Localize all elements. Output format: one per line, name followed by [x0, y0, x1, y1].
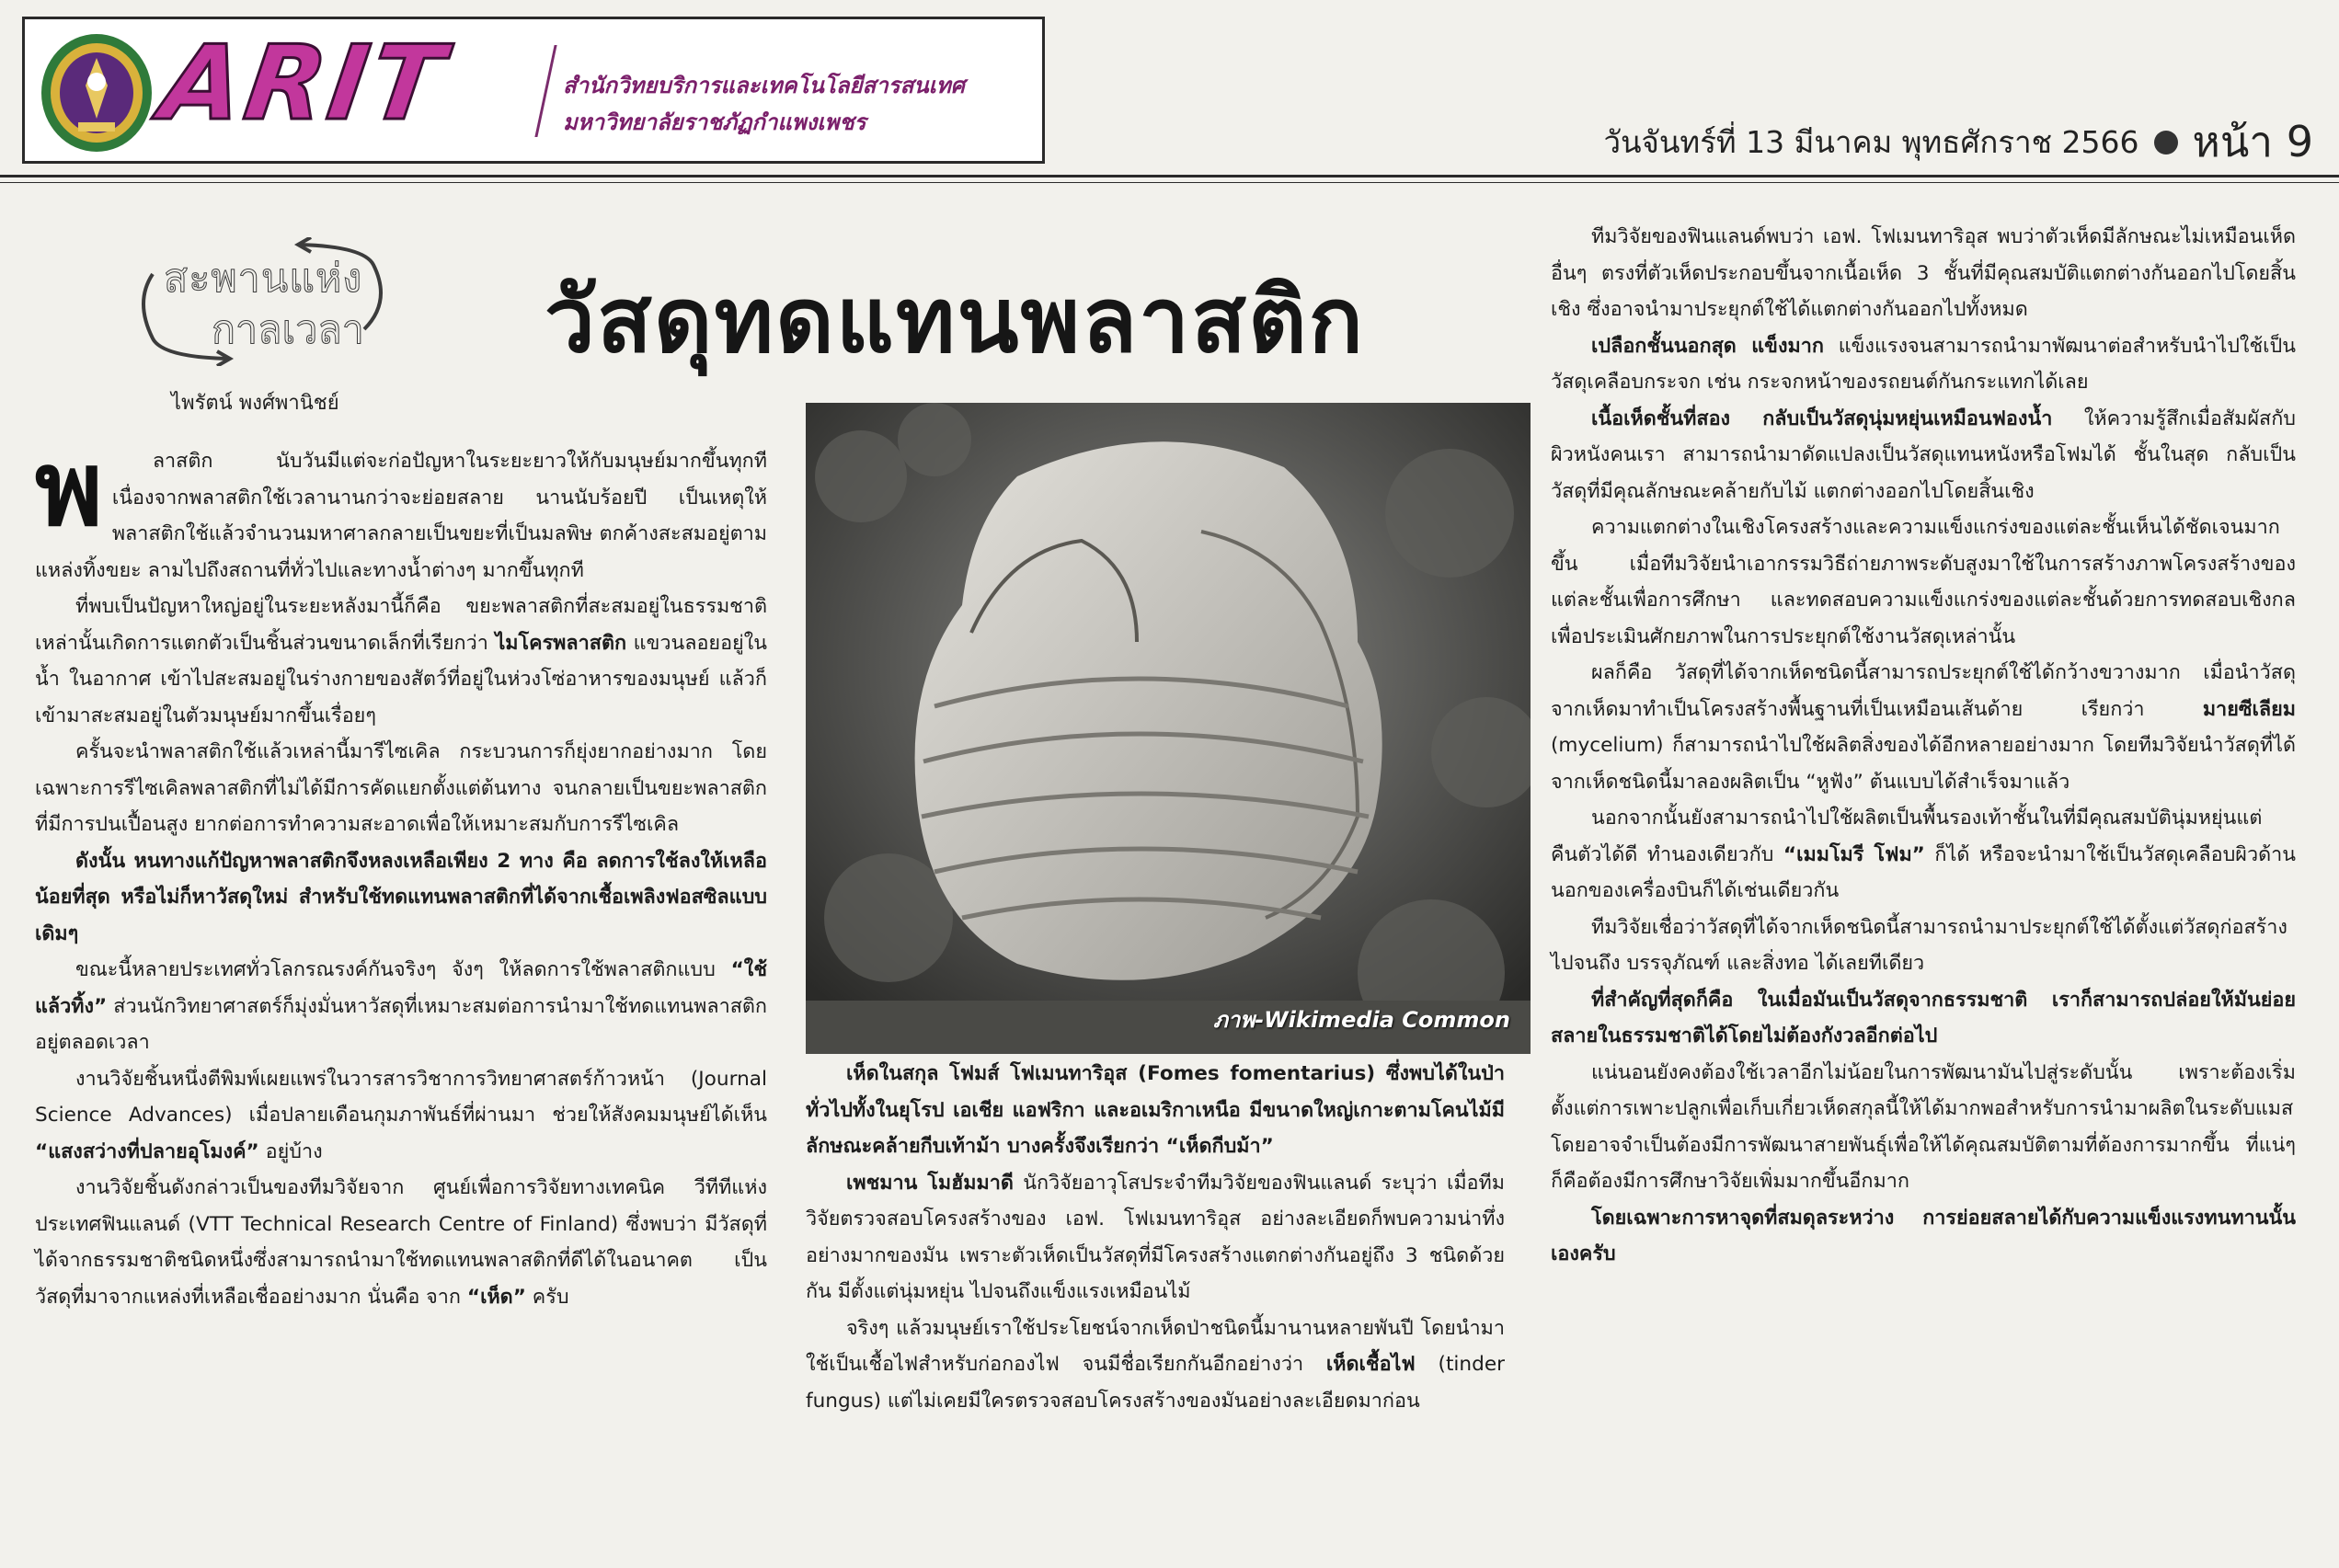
paragraph-text: ลาสติก นับวันมีแต่จะก่อปัญหาในระยะยาวให้กับมนุษย์มากขึ้นทุกทีเนื่องจากพลาสติกใช้เวลานานกว่าจะย่อยสลาย นานนับร้อยปี เป็นเหตุให้พลาสติกใช้แล้วจำนวนมหาศาลกลายเป็นขยะที่เป็นมลพิษ ตกค้างสะสมอยู่ตามแหล่งทิ้งขยะ ลามไปถึงสถานที่ทั่วไปและทางน้ำต่างๆ มากขึ้นทุกที [35, 450, 767, 582]
paragraph-text: นอกจากนั้นยังสามารถนำไปใช้ผลิตเป็นพื้นรองเท้าชั้นในที่มีคุณสมบัตินุ่มหยุ่นแต่คืนตัวได้ดี ทำนองเดียวกับ [1551, 807, 2263, 866]
bold-text: ดังนั้น หนทางแก้ปัญหาพลาสติกจึงหลงเหลือเพียง 2 ทาง คือ ลดการใช้ลงให้เหลือน้อยที่สุด หรือไม่ก็หาวัสดุใหม่ สำหรับใช้ทดแทนพลาสติกที่ได้จากเชื้อเพลิงฟอสซิลแบบเดิมๆ [35, 849, 767, 945]
photo-credit: ภาพ-Wikimedia Common [1213, 1007, 1510, 1033]
article-paragraph [35, 589, 767, 734]
bold-text: เห็ดเชื้อไฟ [1325, 1353, 1416, 1376]
bold-text: “เห็ด” [466, 1285, 526, 1309]
column-kicker [116, 237, 416, 366]
kicker-line2 [212, 298, 364, 361]
article-paragraph [35, 1170, 767, 1315]
paragraph-text: งานวิจัยชิ้นหนึ่งตีพิมพ์เผยแพร่ในวารสารวิชาการวิทยาศาสตร์ก้าวหน้า (Journal Science Advances) เมื่อปลายเดือนกุมภาพันธ์ที่ผ่านมา ช่วยให้สังคมมนุษย์ได้เห็น [35, 1067, 767, 1127]
paragraph-text: งานวิจัยชิ้นดังกล่าวเป็นของทีมวิจัยจาก ศูนย์เพื่อการวิจัยทางเทคนิค วีทีทีแห่งประเทศฟินแลนด์ (VTT Technical Research Centre of Finland) ซึ่งพบว่า มีวัสดุที่ได้จากธรรมชาติชนิดหนึ่งซึ่งสามารถนำมาใช้ทดแทนพลาสติกที่ดีได้ในอนาคต เป็นวัสดุที่มาจากแหล่งที่เหลือเชื่ออย่างมาก นั่นคือ จาก [35, 1176, 767, 1309]
university-seal-icon [34, 30, 159, 155]
article-paragraph [1551, 655, 2296, 800]
bold-text: “แสงสว่างที่ปลายอุโมงค์” [35, 1139, 259, 1163]
article-paragraph [806, 1165, 1505, 1310]
top-rule-thin [0, 182, 2339, 183]
left-text-column [35, 429, 767, 1315]
bold-text: ไมโครพลาสติก [495, 631, 627, 655]
dateline [1603, 109, 2313, 176]
article-paragraph [35, 952, 767, 1061]
bold-text: “ใช้แล้วทิ้ง” [35, 958, 767, 1018]
article-paragraph [35, 843, 767, 953]
paragraph-text: แขวนลอยอยู่ในน้ำ ในอากาศ เข้าไปสะสมอยู่ในร่างกายของสัตว์ที่อยู่ในห่วงโซ่อาหารของมนุษย์ แล้วก็เข้ามาสะสมอยู่ในตัวมนุษย์มากขึ้นเรื่อยๆ [35, 631, 767, 727]
bold-text: โดยเฉพาะการหาจุดที่สมดุลระหว่าง การย่อยสลายได้กับความแข็งแรงทนทานนั้นเองครับ [1551, 1206, 2296, 1265]
article-paragraph [1551, 219, 2296, 328]
article-paragraph [1551, 910, 2296, 982]
paragraph-text: ครั้นจะนำพลาสติกใช้แล้วเหล่านี้มารีไซเคิล กระบวนการก็ยุ่งยากอย่างมาก โดยเฉพาะการรีไซเคิลพลาสติกที่ไม่ได้มีการคัดแยกตั้งแต่ต้นทาง จนกลายเป็นขยะพลาสติกที่มีการปนเปื้อนสูง ยากต่อการทำความสะอาดเพื่อให้เหมาะสมกับการรีไซเคิล [35, 740, 767, 836]
article-paragraph [35, 1061, 767, 1171]
kicker-word-wela: เวลา [281, 307, 364, 353]
article-paragraph [35, 734, 767, 843]
article-paragraph [1551, 1200, 2296, 1273]
paragraph-text: แน่นอนยังคงต้องใช้เวลาอีกไม่น้อยในการพัฒนามันไปสู่ระดับนั้น เพราะต้องเริ่มตั้งแต่การเพาะปลูกเพื่อเก็บเกี่ยวเห็ดสกุลนี้ให้ได้มากพอสำหรับการนำมาผลิตในระดับแมส โดยอาจจำเป็นต้องมีการพัฒนาสายพันธุ์เพื่อให้ได้คุณสมบัติตามที่ต้องการมากขึ้น ที่แน่ๆ ก็คือต้องมีการศึกษาวิจัยเพิ่มมากขึ้นอีกมาก [1551, 1060, 2296, 1193]
kicker-word-kan: กาล [212, 307, 282, 353]
arit-wordmark: ARIT [154, 24, 454, 143]
bold-text: ที่สำคัญที่สุดก็คือ ในเมื่อมันเป็นวัสดุจากธรรมชาติ เราก็สามารถปล่อยให้มันย่อยสลายในธรรมชาติได้โดยไม่ต้องกังวลอีกต่อไป [1551, 988, 2296, 1047]
paragraph-text: นักวิจัยอาวุโสประจำทีมวิจัยของฟินแลนด์ ระบุว่า เมื่อทีมวิจัยตรวจสอบโครงสร้างของ เอฟ. โฟเมนทาริอุส อย่างละเอียดก็พบความน่าทึ่งอย่างมากของมัน เพราะตัวเห็ดเป็นวัสดุที่มีโครงสร้างแตกต่างกันอยู่ถึง 3 ชนิดด้วยกัน มีตั้งแต่นุ่มหยุ่น ไปจนถึงแข็งแรงเหมือนไม้ [806, 1171, 1505, 1303]
bullet-icon [2154, 131, 2178, 155]
byline: ไพรัตน์ พงศ์พานิชย์ [171, 392, 339, 415]
paragraph-text: ขณะนี้หลายประเทศทั่วโลกรณรงค์กันจริงๆ จังๆ ให้ลดการใช้พลาสติกแบบ [75, 958, 731, 981]
right-text-column [1551, 219, 2296, 1273]
article-paragraph [35, 429, 767, 589]
article-paragraph [1551, 1055, 2296, 1200]
hoof-fungus-image [806, 403, 1531, 1054]
article-paragraph [806, 1310, 1505, 1420]
article-paragraph [1551, 401, 2296, 510]
paragraph-text: จริงๆ แล้วมนุษย์เราใช้ประโยชน์จากเห็ดป่าชนิดนี้มานานหลายพันปี โดยนำมาใช้เป็นเชื้อไฟสำหรับก่อกองไฟ จนมีชื่อเรียกกันอีกอย่างว่า [806, 1316, 1505, 1376]
middle-text-column [806, 1056, 1505, 1419]
paragraph-text: แข็งแรงจนสามารถนำมาพัฒนาต่อสำหรับนำไปใช้เป็นวัสดุเคลือบกระจก เช่น กระจกหน้าของรถยนต์กันกระแทกได้เลย [1551, 334, 2296, 394]
paragraph-text: ครับ [525, 1285, 569, 1309]
page-number: หน้า 9 [2192, 117, 2313, 166]
bold-text: เพชมาน โมฮัมมาดี [846, 1171, 1014, 1195]
org-name-line2: มหาวิทยาลัยราชภัฏกำแพงเพชร [563, 109, 866, 135]
paragraph-text: ความแตกต่างในเชิงโครงสร้างและความแข็งแกร่งของแต่ละชั้นเห็นได้ชัดเจนมากขึ้น เมื่อทีมวิจัยนำเอากรรมวิธีถ่ายภาพระดับสูงมาใช้ในการสร้างภาพโครงสร้างของแต่ละชั้นเพื่อการศึกษา และทดสอบความแข็งแกร่งของแต่ละชั้นด้วยการทดสอบเชิงกล เพื่อประเมินศักยภาพในการประยุกต์ใช้งานวัสดุเหล่านั้น [1551, 516, 2296, 648]
article-paragraph [1551, 509, 2296, 655]
paragraph-text: ส่วนนักวิทยาศาสตร์ก็มุ่งมั่นหาวัสดุที่เหมาะสมต่อการนำมาใช้ทดแทนพลาสติกอยู่ตลอดเวลา [35, 994, 767, 1054]
fungus-photo [806, 403, 1531, 1054]
paragraph-text: ให้ความรู้สึกเมื่อสัมผัสกับผิวหนังคนเรา สามารถนำมาดัดแปลงเป็นวัสดุแทนหนังหรือโฟมได้ ชั้นในสุด กลับเป็นวัสดุที่มีคุณลักษณะคล้ายกับไม้ แตกต่างออกไปโดยสิ้นเชิง [1551, 406, 2296, 503]
kicker-line1: สะพานแห่ง [164, 256, 363, 302]
org-name-line1: สำนักวิทยบริการและเทคโนโลยีสารสนเทศ [563, 73, 965, 98]
article-paragraph [806, 1056, 1505, 1165]
bold-text: เปลือกชั้นนอกสุด แข็งมาก [1591, 334, 1824, 358]
paragraph-text: อยู่บ้าง [258, 1139, 323, 1163]
paragraph-text: ก็ได้ หรือจะนำมาใช้เป็นวัสดุเคลือบผิวด้านนอกของเครื่องบินก็ได้เช่นเดียวกัน [1551, 842, 2296, 902]
paragraph-text: (tinder fungus) แต่ไม่เคยมีใครตรวจสอบโครงสร้างของมันอย่างละเอียดมาก่อน [806, 1353, 1505, 1413]
bold-text: เห็ดในสกุล โฟมส์ โฟเมนทาริอุส (Fomes fomentarius) ซึ่งพบได้ในป่าทั่วไปทั้งในยุโรป เอเชีย แอฟริกา และอเมริกาเหนือ มีขนาดใหญ่เกาะตามโคนไม้มีลักษณะคล้ายกีบเท้าม้า บางครั้งจึงเรียกว่า “เห็ดกีบม้า” [806, 1062, 1505, 1158]
bold-text: เนื้อเห็ดชั้นที่สอง กลับเป็นวัสดุนุ่มหยุ่นเหมือนฟองน้ำ [1591, 406, 2053, 430]
paragraph-text: (mycelium) ก็สามารถนำไปใช้ผลิตสิ่งของได้อีกหลายอย่างมาก โดยทีมวิจัยนำวัสดุที่ได้จากเห็ดชนิดนี้มาลองผลิตเป็น “หูฟัง” ต้นแบบได้สำเร็จมาแล้ว [1551, 734, 2296, 794]
masthead-banner [22, 17, 1045, 164]
bold-text: มายซีเลียม [2202, 697, 2296, 721]
article-paragraph [1551, 328, 2296, 401]
article-paragraph [1551, 800, 2296, 910]
bold-text: “เมมโมรี โฟม” [1783, 842, 1925, 866]
wordmark-divider [534, 45, 556, 137]
drop-cap: พ [35, 429, 103, 549]
issue-date: วันจันทร์ที่ 13 มีนาคม พุทธศักราช 2566 [1603, 124, 2139, 160]
paragraph-text: ผลก็คือ วัสดุที่ได้จากเห็ดชนิดนี้สามารถประยุกต์ใช้ได้กว้างขวางมาก เมื่อนำวัสดุจากเห็ดมาทำเป็นโครงสร้างพื้นฐานที่เป็นเหมือนเส้นด้าย เรียกว่า [1551, 661, 2296, 721]
top-rule [0, 175, 2339, 177]
article-headline: วัสดุทดแทนพลาสติก [545, 269, 1365, 373]
paragraph-text: ที่พบเป็นปัญหาใหญ่อยู่ในระยะหลังมานี้ก็คือ ขยะพลาสติกที่สะสมอยู่ในธรรมชาติเหล่านั้นเกิดการแตกตัวเป็นชิ้นส่วนขนาดเล็กที่เรียกว่า [35, 595, 767, 655]
paragraph-text: ทีมวิจัยของฟินแลนด์พบว่า เอฟ. โฟเมนทาริอุส พบว่าตัวเห็ดมีลักษณะไม่เหมือนเห็ดอื่นๆ ตรงที่ตัวเห็ดประกอบขึ้นจากเนื้อเห็ด 3 ชั้นที่มีคุณสมบัติแตกต่างกันออกไปโดยสิ้นเชิง ซึ่งอาจนำมาประยุกต์ใช้ได้แตกต่างกันออกไปทั้งหมด [1551, 225, 2296, 321]
article-paragraph [1551, 982, 2296, 1055]
paragraph-text: ทีมวิจัยเชื่อว่าวัสดุที่ได้จากเห็ดชนิดนี้สามารถนำมาประยุกต์ใช้ได้ตั้งแต่วัสดุก่อสร้าง ไปจนถึง บรรจุภัณฑ์ และสิ่งทอ ได้เลยทีเดียว [1551, 915, 2287, 975]
